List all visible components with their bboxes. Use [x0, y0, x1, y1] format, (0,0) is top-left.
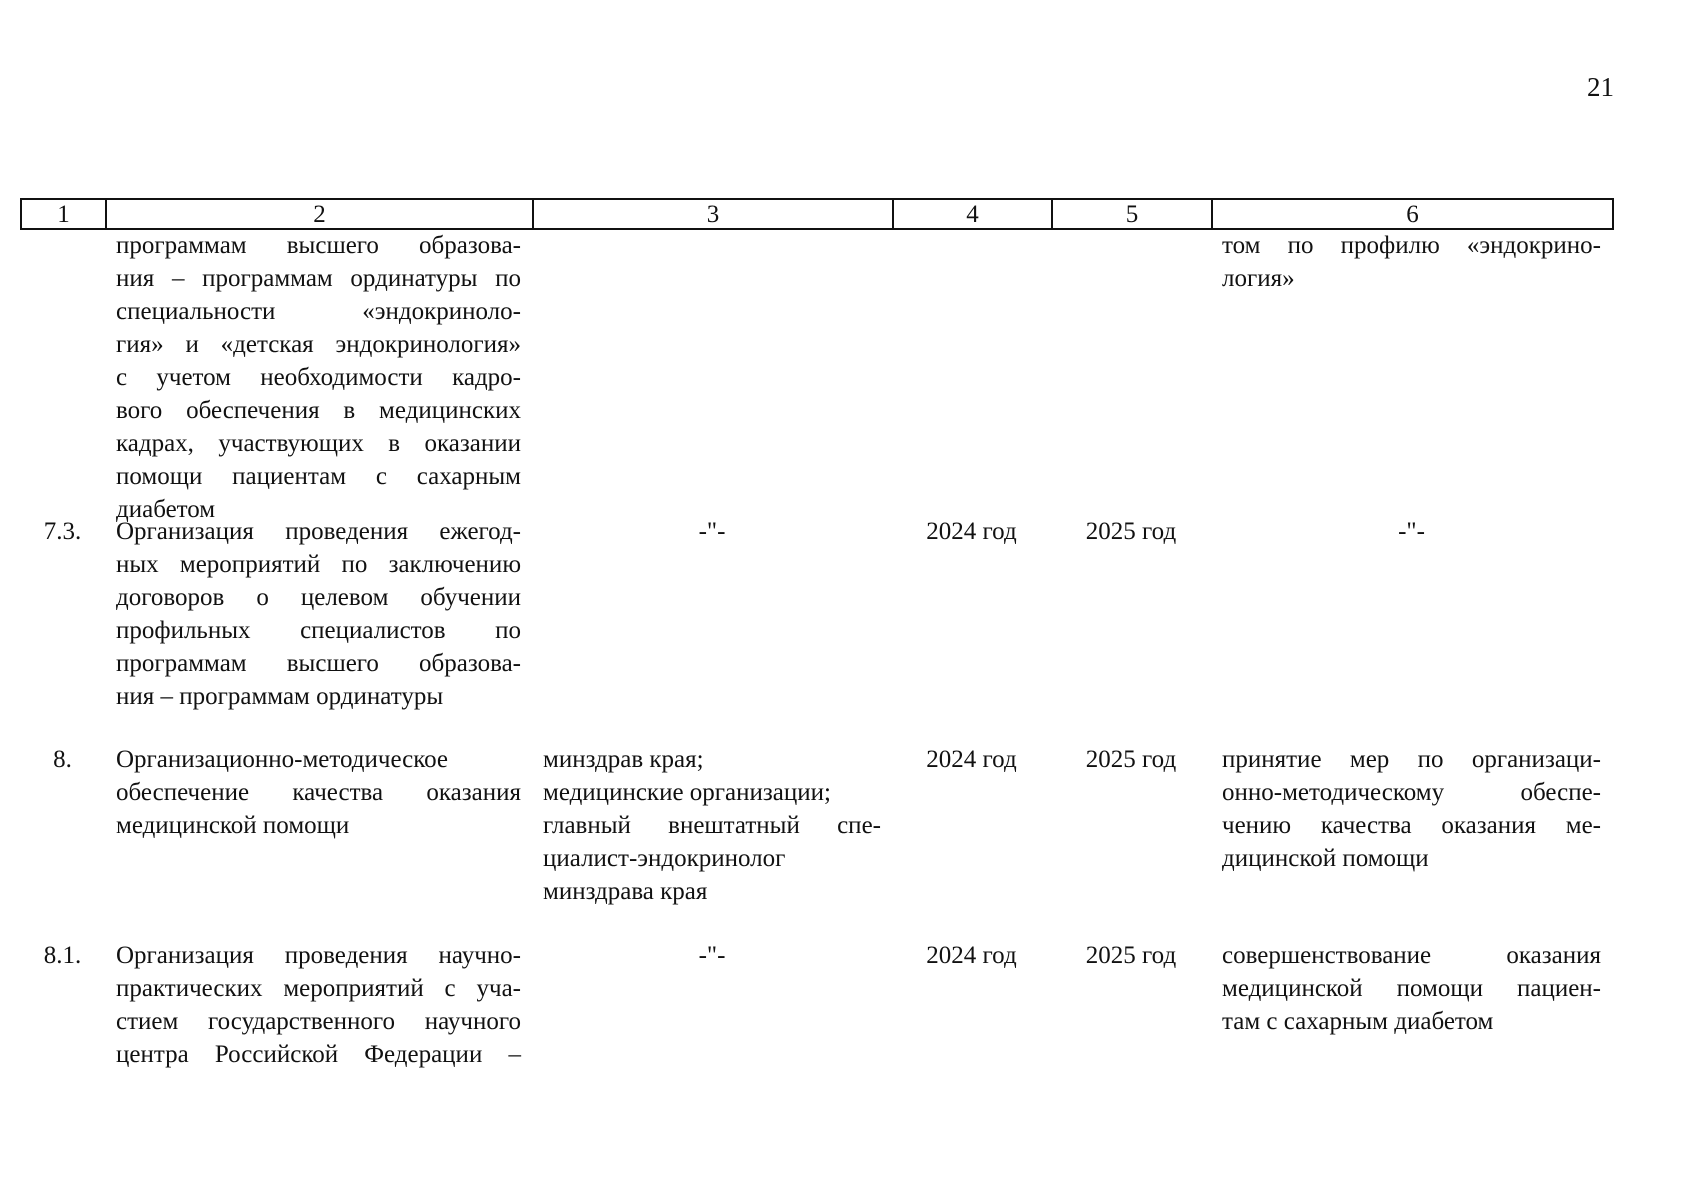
result-line: совершенствование оказания	[1222, 942, 1601, 969]
activity-cell	[105, 743, 532, 939]
responsible-cell	[532, 743, 892, 939]
table-row	[20, 743, 1612, 939]
header-col-4: 4	[893, 199, 1052, 229]
header-col-5: 5	[1052, 199, 1212, 229]
responsible-line: циалист-эндокринолог	[543, 845, 786, 872]
table-row	[20, 939, 1612, 1079]
activity-line: ния – программам ординатуры по	[116, 265, 521, 292]
activity-line: Организация проведения ежегод-	[116, 518, 521, 545]
activity-line: Организационно-методическое	[116, 746, 449, 773]
responsible-cell: -"-	[698, 518, 726, 545]
responsible-cell: -"-	[698, 942, 726, 969]
responsible-line: главный внештатный спе-	[543, 812, 881, 839]
activity-line: стием государственного научного	[116, 1008, 521, 1035]
responsible-line: медицинские организации;	[543, 779, 831, 806]
result-line: том по профилю «эндокрино-	[1222, 232, 1601, 259]
result-line: там с сахарным диабетом	[1222, 1008, 1494, 1035]
row-number: 7.3.	[43, 518, 82, 545]
activity-line: вого обеспечения в медицинских	[116, 397, 521, 424]
responsible-cell	[532, 229, 892, 515]
activity-line: помощи пациентам с сахарным	[116, 463, 521, 490]
end-cell: 2025 год	[1085, 746, 1177, 773]
activity-cell	[105, 939, 532, 1079]
start-cell	[892, 229, 1051, 515]
activity-line: профильных специалистов по	[116, 617, 521, 644]
activity-line: медицинской помощи	[116, 812, 350, 839]
table-row	[20, 515, 1612, 743]
header-col-3: 3	[533, 199, 893, 229]
result-line: медицинской помощи пациен-	[1222, 975, 1601, 1002]
row-number	[20, 229, 105, 515]
activity-cell	[105, 515, 532, 743]
result-line: онно-методическому обеспе-	[1222, 779, 1601, 806]
activity-line: кадрах, участвующих в оказании	[116, 430, 521, 457]
result-cell	[1211, 229, 1612, 515]
result-line: дицинской помощи	[1222, 845, 1429, 872]
activity-line: программам высшего образова-	[116, 232, 521, 259]
header-col-2: 2	[106, 199, 533, 229]
table-header	[20, 198, 1614, 230]
activity-line: ния – программам ординатуры	[116, 683, 444, 710]
activity-line: центра Российской Федерации –	[116, 1041, 521, 1068]
activity-line: гия» и «детская эндокринология»	[116, 331, 521, 358]
result-line: логия»	[1222, 265, 1295, 292]
row-number: 8.	[53, 746, 72, 773]
result-cell	[1211, 939, 1612, 1079]
activity-line: с учетом необходимости кадро-	[116, 364, 521, 391]
table-body	[20, 229, 1612, 1079]
responsible-line: минздрав края;	[543, 746, 704, 773]
activity-line: Организация проведения научно-	[116, 942, 521, 969]
end-cell: 2025 год	[1085, 942, 1177, 969]
header-col-1: 1	[21, 199, 106, 229]
page-number: 21	[1587, 72, 1614, 102]
activity-line: ных мероприятий по заключению	[116, 551, 521, 578]
header-col-6: 6	[1212, 199, 1613, 229]
activity-line: диабетом	[116, 496, 216, 523]
activity-line: специальности «эндокриноло-	[116, 298, 521, 325]
result-cell	[1211, 743, 1612, 939]
end-cell: 2025 год	[1085, 518, 1177, 545]
header-row	[21, 199, 1613, 229]
end-cell	[1051, 229, 1211, 515]
start-cell: 2024 год	[926, 518, 1017, 545]
activity-line: практических мероприятий с уча-	[116, 975, 521, 1002]
row-number: 8.1.	[43, 942, 82, 969]
activity-line: договоров о целевом обучении	[116, 584, 521, 611]
start-cell: 2024 год	[926, 942, 1017, 969]
responsible-line: минздрава края	[543, 878, 708, 905]
result-cell: -"-	[1398, 518, 1425, 545]
start-cell: 2024 год	[926, 746, 1017, 773]
activity-cell	[105, 229, 532, 523]
activity-line: программам высшего образова-	[116, 650, 521, 677]
result-line: чению качества оказания ме-	[1222, 812, 1601, 839]
table-row	[20, 229, 1612, 523]
activity-line: обеспечение качества оказания	[116, 779, 521, 806]
result-line: принятие мер по организаци-	[1222, 746, 1601, 773]
